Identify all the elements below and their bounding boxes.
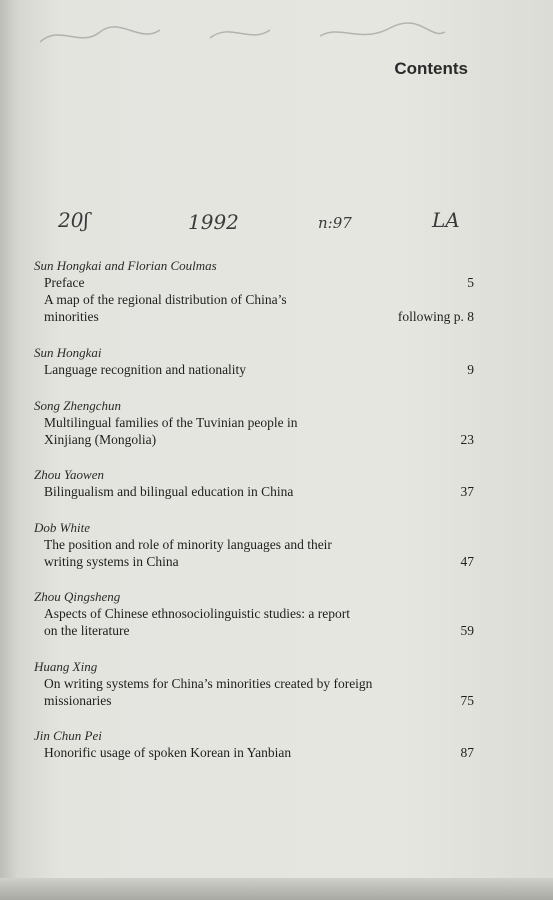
entry-author: Zhou Yaowen: [34, 467, 104, 482]
toc-item: [34, 744, 484, 761]
entry-author: Sun Hongkai: [34, 345, 102, 360]
entry-author: Zhou Qingsheng: [34, 589, 121, 604]
item-page: 87: [460, 745, 474, 760]
toc-item: [34, 361, 484, 378]
toc-entry: [34, 344, 484, 378]
toc-entry: [34, 466, 484, 500]
contents-heading: Contents: [394, 59, 468, 78]
entry-author: Jin Chun Pei: [34, 728, 102, 743]
item-page: 37: [460, 484, 474, 499]
item-title: Language recognition and nationality: [44, 362, 247, 377]
toc-entry: [34, 519, 484, 570]
toc-item: [34, 274, 484, 291]
entry-author: Huang Xing: [34, 659, 98, 674]
item-title: Aspects of Chinese ethnosociolinguistic studies: a report on the literature: [44, 606, 350, 638]
toc-item: [34, 483, 484, 500]
handwritten-note-b: 1992: [188, 210, 239, 234]
entry-author: Sun Hongkai and Florian Coulmas: [34, 258, 217, 273]
handwritten-note-d: LA: [432, 208, 460, 232]
faint-handwriting-scribble: [30, 14, 450, 54]
item-page: 5: [467, 275, 474, 290]
entry-author: Song Zhengchun: [34, 398, 122, 413]
item-title: The position and role of minority languages and their writing systems in China: [44, 537, 332, 569]
toc-entry: [34, 727, 484, 761]
item-page: 9: [467, 362, 474, 377]
toc-item: [34, 605, 484, 639]
toc-item: [34, 675, 484, 709]
toc-entry: [34, 588, 484, 639]
handwritten-note-a: 20ʃ: [58, 208, 89, 232]
toc-entry: [34, 658, 484, 709]
toc-entry: [34, 257, 484, 325]
item-title: Bilingualism and bilingual education in China: [44, 484, 294, 499]
item-title: Multilingual families of the Tuvinian people in Xinjiang (Mongolia): [44, 415, 298, 447]
item-title: On writing systems for China’s minorities created by foreign missionaries: [44, 676, 373, 708]
page-bottom-edge: [0, 878, 553, 900]
item-title: A map of the regional distribution of China’s minorities: [44, 292, 287, 324]
toc-entry: [34, 397, 484, 448]
item-title: Honorific usage of spoken Korean in Yanbian: [44, 745, 292, 760]
item-page: following p. 8: [397, 309, 474, 324]
handwritten-note-c: n:97: [318, 214, 352, 232]
item-title: Preface: [44, 275, 85, 290]
item-page: 59: [460, 623, 474, 638]
item-page: 23: [460, 432, 474, 447]
item-page: 75: [460, 693, 474, 708]
toc-item: [34, 536, 484, 570]
entry-author: Dob White: [34, 520, 90, 535]
toc-item: [34, 291, 484, 325]
toc-item: [34, 414, 484, 448]
item-page: 47: [460, 554, 474, 569]
